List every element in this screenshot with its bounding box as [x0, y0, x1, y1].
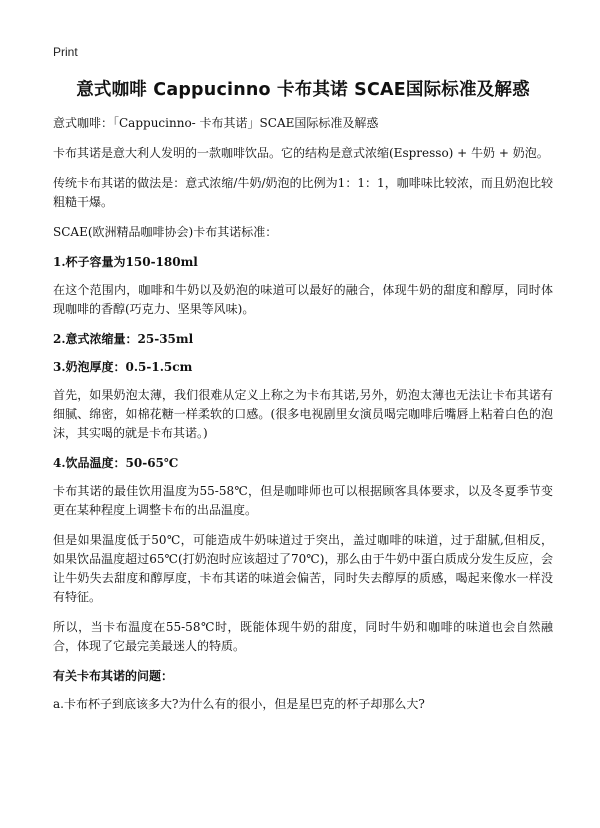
- cup-size-heading: 1.杯子容量为150-180ml: [53, 255, 198, 269]
- traditional-paragraph: 传统卡布其诺的做法是：意式浓缩/牛奶/奶泡的比例为1：1：1，咖啡味比较浓，而且奶泡比较粗糙干爆。: [53, 176, 553, 209]
- temperature-paragraph-3: 所以，当卡布温度在55-58℃时，既能体现牛奶的甜度，同时牛奶和咖啡的味道也会自然融合，体现了它最完美最迷人的特质。: [53, 620, 553, 653]
- faq-heading: 有关卡布其诺的问题：: [53, 669, 174, 683]
- temperature-paragraph-1: 卡布其诺的最佳饮用温度为55-58℃，但是咖啡师也可以根据顾客具体要求，以及冬夏季节变更在某种程度上调整卡布的出品温度。: [53, 484, 553, 517]
- subtitle-line: 意式咖啡：「Cappucinno- 卡布其诺」SCAE国际标准及解惑: [53, 116, 379, 130]
- espresso-amount-heading: 2.意式浓缩量：25-35ml: [53, 332, 194, 346]
- faq-question-a: a.卡布杯子到底该多大?为什么有的很小，但是星巴克的杯子却那么大?: [53, 697, 425, 711]
- foam-thickness-heading: 3.奶泡厚度：0.5-1.5cm: [53, 360, 193, 374]
- cup-size-paragraph: 在这个范围内，咖啡和牛奶以及奶泡的味道可以最好的融合，体现牛奶的甜度和醇厚，同时体现咖啡的香醇(巧克力、坚果等风味)。: [53, 283, 553, 316]
- page-title: 意式咖啡 Cappucinno 卡布其诺 SCAE国际标准及解惑: [76, 80, 530, 100]
- temperature-paragraph-2: 但是如果温度低于50℃，可能造成牛奶味道过于突出，盖过咖啡的味道，过于甜腻,但相反，如果饮品温度超过65℃(打奶泡时应该超过了70℃)，那么由于牛奶中蛋白质成分发生反应，会让牛奶失去甜度和醇厚度，卡布其诺的味道会偏苦，同时失去醇厚的质感，喝起来像水一样没有特征。: [53, 533, 553, 604]
- drink-temperature-heading: 4.饮品温度：50-65℃: [53, 456, 179, 470]
- intro-paragraph: 卡布其诺是意大利人发明的一款咖啡饮品。它的结构是意式浓缩(Espresso) + 牛奶 + 奶泡。: [53, 146, 549, 160]
- print-link[interactable]: Print: [53, 45, 78, 59]
- foam-thickness-paragraph: 首先，如果奶泡太薄，我们很难从定义上称之为卡布其诺,另外，奶泡太薄也无法让卡布其诺有细腻、绵密，如棉花糖一样柔软的口感。(很多电视剧里女演员喝完咖啡后嘴唇上粘着白色的泡沫，其实喝的就是卡布其诺。): [53, 388, 553, 440]
- scae-intro-paragraph: SCAE(欧洲精品咖啡协会)卡布其诺标准：: [53, 225, 278, 239]
